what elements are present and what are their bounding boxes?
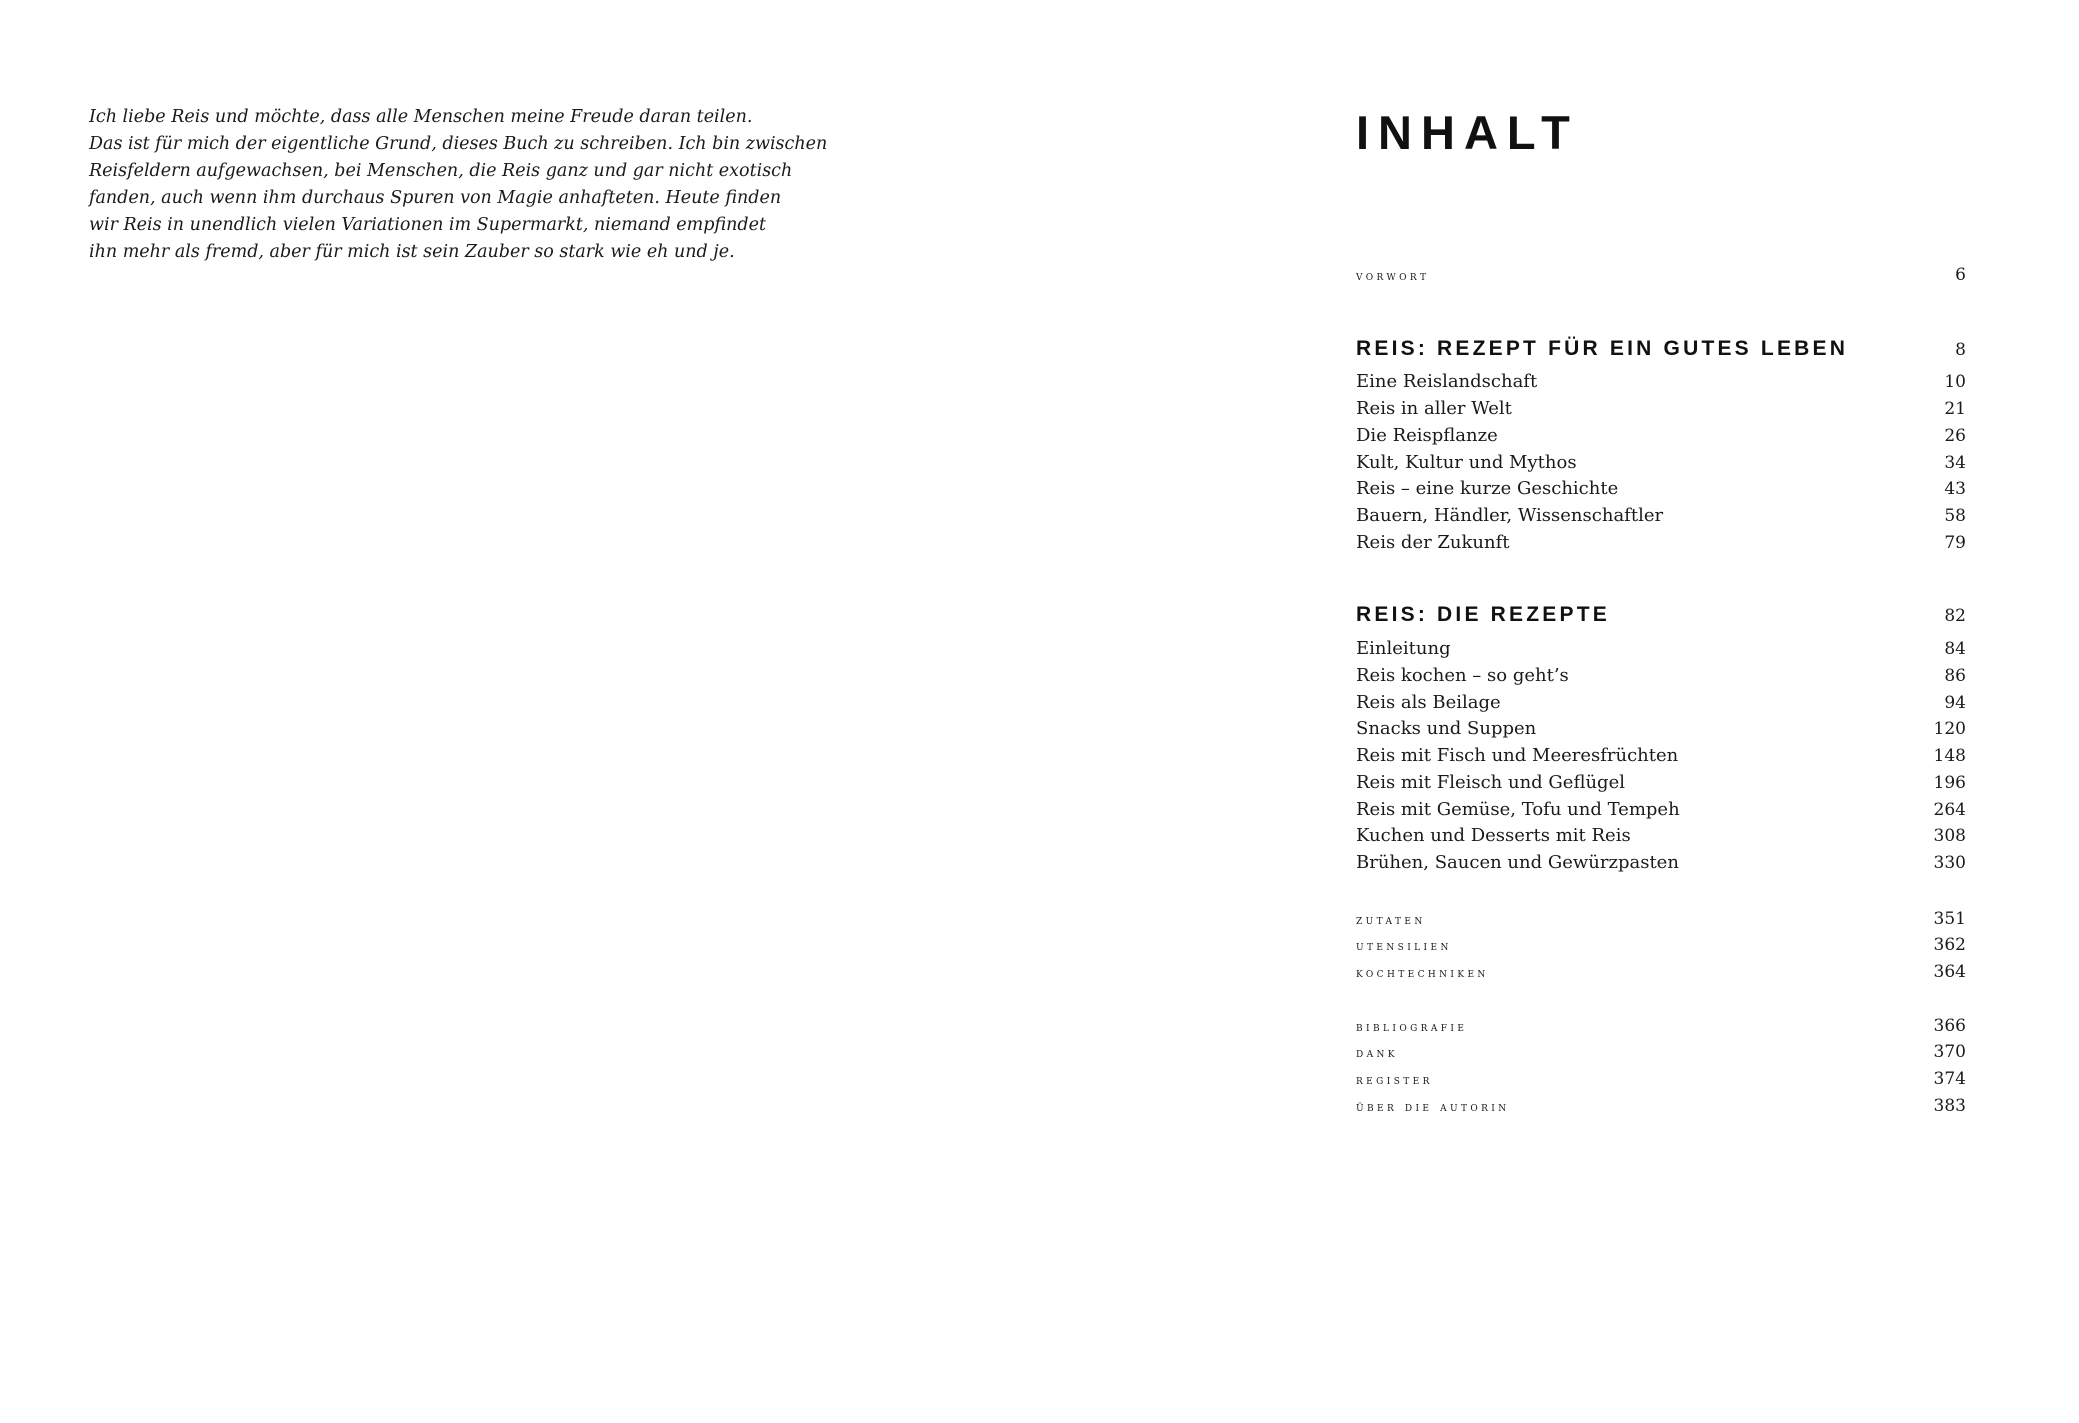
toc-entry-label: vorwort (1356, 268, 1430, 284)
toc-entry (1356, 852, 1966, 873)
intro-line: ihn mehr als fremd, aber für mich ist sein Zauber so stark wie eh und je. (89, 242, 735, 262)
toc-entry-page: 196 (1933, 773, 1966, 793)
toc-entry-label: Kuchen und Desserts mit Reis (1356, 825, 1631, 846)
toc-entry-page: 383 (1933, 1096, 1966, 1116)
toc-entry-page: 94 (1944, 693, 1966, 713)
toc-entry (1356, 665, 1966, 686)
toc-entry-page: 43 (1944, 479, 1966, 499)
toc-entry-appendix (1356, 1042, 1966, 1062)
toc-title: INHALT (1356, 106, 1579, 159)
toc-entry (1356, 825, 1966, 846)
intro-line: wir Reis in unendlich vielen Variationen im Supermarkt, niemand empfindet (89, 215, 766, 235)
toc-entry-page: 120 (1933, 719, 1966, 739)
toc-entry-appendix (1356, 935, 1966, 955)
toc-entry-page: 366 (1933, 1016, 1966, 1036)
toc-entry-label: Snacks und Suppen (1356, 718, 1537, 739)
toc-section-heading (1356, 337, 1966, 361)
toc-entry-label: Reis der Zukunft (1356, 532, 1510, 553)
intro-line: Das ist für mich der eigentliche Grund, dieses Buch zu schreiben. Ich bin zwischen (89, 134, 828, 154)
toc-entry-label: Reis mit Fleisch und Geflügel (1356, 772, 1625, 793)
toc-entry (1356, 425, 1966, 446)
toc-entry-page: 308 (1933, 826, 1966, 846)
toc-entry-label: Reis als Beilage (1356, 692, 1501, 713)
toc-entry-appendix (1356, 1069, 1966, 1089)
toc-entry-page: 264 (1933, 800, 1966, 820)
toc-entry (1356, 799, 1966, 820)
toc-entry-page: 351 (1933, 909, 1966, 929)
toc-entry (1356, 478, 1966, 499)
intro-line: Ich liebe Reis und möchte, dass alle Menschen meine Freude daran teilen. (89, 107, 753, 127)
toc-section-label: REIS: REZEPT FÜR EIN GUTES LEBEN (1356, 337, 1849, 360)
toc-entry (1356, 452, 1966, 473)
toc-entry (1356, 638, 1966, 659)
intro-line: fanden, auch wenn ihm durchaus Spuren von Magie anhafteten. Heute finden (89, 188, 782, 208)
toc-entry-page: 84 (1944, 639, 1966, 659)
toc-entry (1356, 772, 1966, 793)
toc-entry-label: Kult, Kultur und Mythos (1356, 452, 1577, 473)
toc-entry-page: 6 (1955, 265, 1966, 285)
toc-entry-appendix (1356, 962, 1966, 982)
toc-entry (1356, 371, 1966, 392)
toc-entry (1356, 398, 1966, 419)
toc-entry-page: 26 (1944, 426, 1966, 446)
toc-entry-page: 364 (1933, 962, 1966, 982)
toc-entry-appendix (1356, 1016, 1966, 1036)
toc-entry-page: 362 (1933, 935, 1966, 955)
toc-entry-page: 10 (1944, 372, 1966, 392)
toc-section-page: 82 (1944, 606, 1966, 626)
toc-entry-page: 58 (1944, 506, 1966, 526)
toc-entry-page: 86 (1944, 666, 1966, 686)
toc-entry-label: zutaten (1356, 912, 1426, 928)
toc-entry-label: über die autorin (1356, 1099, 1510, 1115)
toc-entry-page: 34 (1944, 453, 1966, 473)
toc-entry-label: Brühen, Saucen und Gewürzpasten (1356, 852, 1679, 873)
toc-entry-label: Reis in aller Welt (1356, 398, 1512, 419)
toc-entry-label: register (1356, 1072, 1433, 1088)
intro-line: Reisfeldern aufgewachsen, bei Menschen, die Reis ganz und gar nicht exotisch (89, 161, 793, 181)
toc-entry-label: bibliografie (1356, 1019, 1468, 1035)
toc-entry-page: 79 (1944, 533, 1966, 553)
toc-entry-page: 148 (1933, 746, 1966, 766)
toc-entry (1356, 532, 1966, 553)
toc-entry-page: 374 (1933, 1069, 1966, 1089)
toc-entry-label: Reis mit Gemüse, Tofu und Tempeh (1356, 799, 1680, 820)
toc-entry-label: Bauern, Händler, Wissenschaftler (1356, 505, 1664, 526)
toc-entry-label: Reis kochen – so geht’s (1356, 665, 1569, 686)
toc-entry-label: utensilien (1356, 938, 1452, 954)
toc-entry-label: Die Reispflanze (1356, 425, 1498, 446)
toc-entry (1356, 718, 1966, 739)
toc-entry-label: Einleitung (1356, 638, 1451, 659)
toc-section-page: 8 (1955, 340, 1966, 360)
toc-entry-page: 330 (1933, 853, 1966, 873)
toc-entry-page: 370 (1933, 1042, 1966, 1062)
toc-entry-label: Reis mit Fisch und Meeresfrüchten (1356, 745, 1679, 766)
toc-entry (1356, 505, 1966, 526)
toc-entry-appendix (1356, 909, 1966, 929)
toc-entry (1356, 745, 1966, 766)
toc-entry-appendix (1356, 1096, 1966, 1116)
toc-section-label: REIS: DIE REZEPTE (1356, 603, 1610, 626)
intro-paragraph (89, 104, 828, 266)
toc-entry-label: Eine Reislandschaft (1356, 371, 1538, 392)
toc-entry-label: dank (1356, 1045, 1398, 1061)
toc-entry-label: Reis – eine kurze Geschichte (1356, 478, 1619, 499)
toc-entry-label: kochtechniken (1356, 965, 1489, 981)
toc-entry-page: 21 (1944, 399, 1966, 419)
toc-entry-vorwort (1356, 265, 1966, 285)
toc-section-heading (1356, 603, 1966, 627)
toc-entry (1356, 692, 1966, 713)
